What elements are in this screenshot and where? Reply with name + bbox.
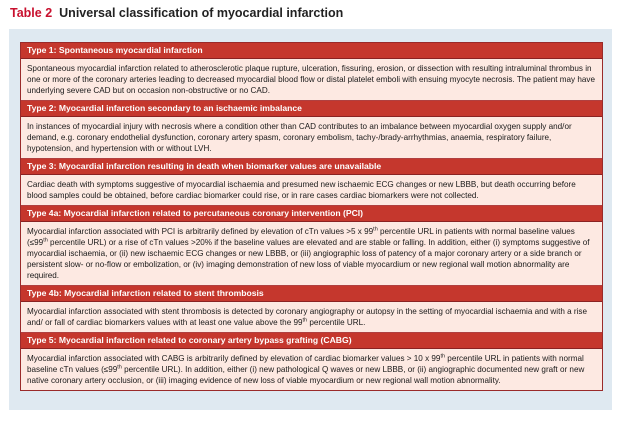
body-text: percentile URL) or a rise of cTn values >20% if the baseline values are elevated and are stable or falling. In addition, either (i) symptoms suggestive of myocardial ischaemia, or (ii) new ischaemic ECG changes or new LBBB, or (iii) angiographic loss of patency of a major coronary artery or a side branch or persistent slow- or no-flow or embolization, or (iv) imaging demonstration of new loss of viable myocardium or new regional wall motion abnormality are required. (27, 238, 590, 280)
section-type-5 (21, 333, 602, 390)
section-type-1 (21, 43, 602, 101)
section-heading: Type 2: Myocardial infarction secondary to an ischaemic imbalance (21, 101, 602, 117)
section-type-4a (21, 206, 602, 286)
table-title: Universal classification of myocardial infarction (59, 6, 344, 20)
table-caption (10, 6, 343, 20)
body-text: Myocardial infarction associated with stent thrombosis is detected by coronary angiography or autopsy in the setting of myocardial ischaemia and with a rise and/ or fall of cardiac biomarkers values with at least one value above the 99 (27, 307, 588, 327)
section-heading: Type 5: Myocardial infarction related to coronary artery bypass grafting (CABG) (21, 333, 602, 349)
table-number: Table 2 (10, 6, 53, 20)
section-body: Cardiac death with symptoms suggestive of myocardial ischaemia and presumed new ischaemic ECG changes or new LBBB, but death occurring before blood samples could be obtained, before cardiac biomarker could rise, or in rare cases cardiac biomarkers were not collected. (21, 175, 602, 206)
superscript: th (43, 237, 48, 244)
section-heading: Type 3: Myocardial infarction resulting in death when biomarker values are unavailable (21, 159, 602, 175)
classification-table (20, 42, 603, 391)
body-text: percentile URL. (307, 318, 366, 327)
section-type-4b (21, 286, 602, 333)
section-type-2 (21, 101, 602, 159)
section-body (21, 222, 602, 286)
body-text: percentile URL). In addition, either (i) new pathological Q waves or new LBBB, or (ii) angiographic documented new graft or new native coronary artery occlusion, or (iii) imaging evidence of new loss of viable myocardium or new regional wall motion abnormality. (27, 365, 585, 385)
superscript: th (117, 364, 122, 371)
section-body: Spontaneous myocardial infarction related to atherosclerotic plaque rupture, ulceration, fissuring, erosion, or dissection with resulting intraluminal thrombus in one or more of the coronary arteries leading to decreased myocardial blood flow or distal platelet emboli with ensuing myocyte necrosis. The patient may have underlying severe CAD but on occasion non-obstructive or no CAD. (21, 59, 602, 101)
section-body (21, 349, 602, 390)
section-body: In instances of myocardial injury with necrosis where a condition other than CAD contributes to an imbalance between myocardial oxygen supply and/or demand, e.g. coronary endothelial dysfunction, coronary artery spasm, coronary embolism, tachy-/brady-arrhythmias, anaemia, respiratory failure, hypotension, and hypertension with or without LVH. (21, 117, 602, 159)
section-body (21, 302, 602, 333)
section-heading: Type 4b: Myocardial infarction related to stent thrombosis (21, 286, 602, 302)
superscript: th (440, 353, 446, 360)
superscript: th (302, 317, 308, 324)
body-text: percentile URL in patients with normal baseline cTn values (≤99 (27, 354, 584, 374)
body-text: Myocardial infarction associated with CABG is arbitrarily defined by elevation of cardiac biomarker values > 10 x 99 (27, 354, 441, 363)
table-frame (9, 29, 612, 410)
body-text: Myocardial infarction associated with PCI is arbitrarily defined by elevation of cTn values >5 x 99 (27, 227, 374, 236)
section-heading: Type 4a: Myocardial infarction related to percutaneous coronary intervention (PCI) (21, 206, 602, 222)
section-type-3 (21, 159, 602, 206)
body-text: percentile URL in patients with normal baseline values (≤99 (27, 227, 575, 247)
superscript: th (373, 226, 378, 233)
section-heading: Type 1: Spontaneous myocardial infarction (21, 43, 602, 59)
